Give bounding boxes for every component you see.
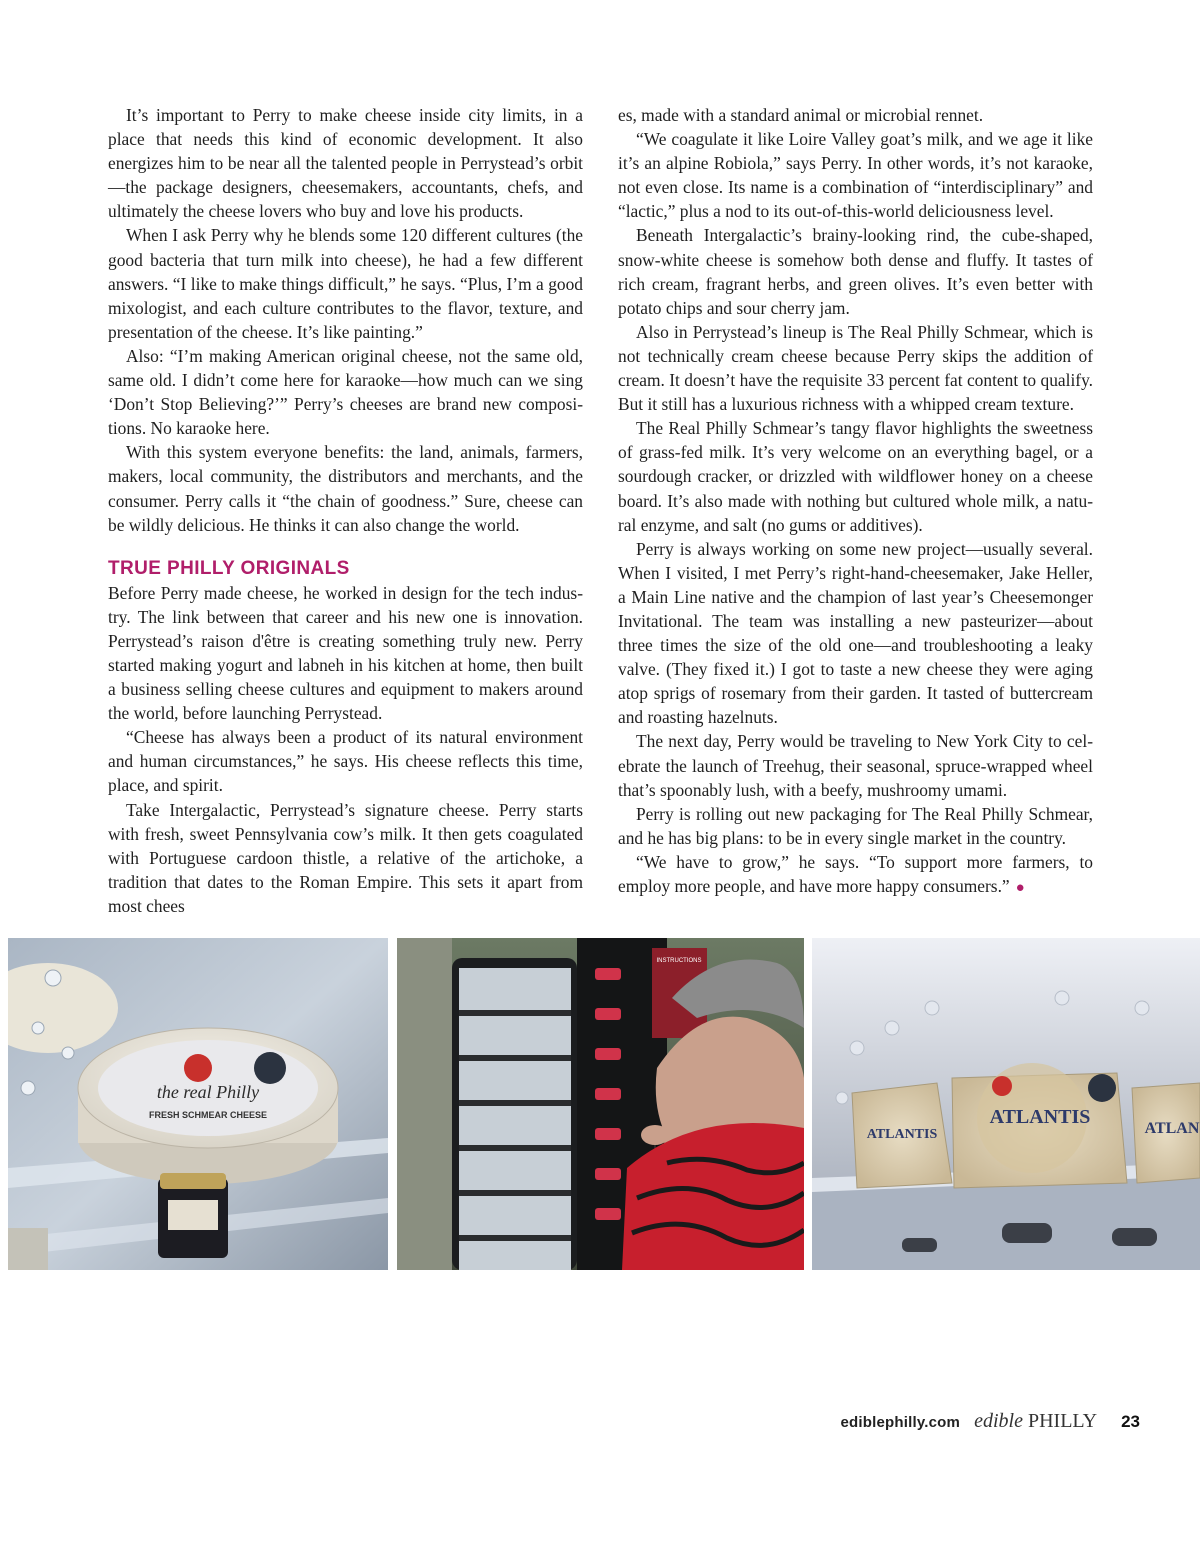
page-number: 23 — [1121, 1412, 1140, 1431]
footer-mag-edible: edible — [974, 1410, 1023, 1432]
body-paragraph: Take Intergalactic, Perrystead’s signature cheese. Perry starts with fresh, sweet Pennsylvania cow’s milk. It then gets coagulated with Portuguese cardoon thistle, a relative of the artichoke, a tradition that dates to the Roman Empire. This sets it apart from most chees — [108, 799, 583, 916]
body-paragraph: With this system everyone benefits: the land, animals, farmers, makers, local community, the distributors and merchants, and the consumer. Perry calls it “the chain of goodness.” Sure, cheese can be wildly delicious. He thinks it can also change the world. — [108, 442, 583, 535]
body-paragraph: “We coagulate it like Loire Valley goat’s milk, and we age it like it’s an alpine Robiola,” says Perry. In other words, it’s not karaoke, not even close. Its name is a combination of “interdisciplinary” and “lactic,” plus a nod to its out-of-this-world deliciousness level. — [618, 129, 1093, 222]
body-paragraph: Beneath Intergalactic’s brainy-looking rind, the cube-shaped, snow-white cheese is somehow both dense and fluffy. It tastes of rich cream, fragrant herbs, and green olives. It’s even better with potato chips and sour cherry jam. — [618, 225, 1093, 318]
right-column — [618, 103, 1093, 900]
body-paragraph: The next day, Perry would be traveling to New York City to celebrate the launch of Treehug, their seasonal, spruce-wrapped wheel that’s spoonably lush, with a beefy, mushroomy umami. — [618, 731, 1093, 800]
body-paragraph: Also: “I’m making American original cheese, not the same old, same old. I didn’t come here for karaoke—how much can we sing ‘Don’t Stop Believing?’” Perry’s cheeses are brand new compositions. No karaoke here. — [108, 345, 583, 439]
footer-site-url: ediblephilly.com — [840, 1414, 961, 1431]
final-paragraph — [618, 850, 1093, 900]
body-paragraph: The Real Philly Schmear’s tangy flavor highlights the sweetness of grass-fed milk. It’s very welcome on an everything bagel, or a sourdough cracker, or drizzled with wildflower honey on a cheese board. It’s also made with nothing but cultured whole milk, a natural enzyme, and salt (no gums or additives). — [618, 418, 1093, 535]
body-paragraph: Perry is always working on some new project—usually several. When I visited, I met Perry’s right-hand-cheesemaker, Jake Heller, a Main Line native and the champion of last year’s Cheesemonger Invitational. The team was installing a new pasteurizer—about three times the size of the old one—and troubleshooting a leaky valve. (They fixed it.) I got to taste a new cheese they were aging atop sprigs of rosemary from their garden. It tasted of buttercream and roasting hazelnuts. — [618, 538, 1093, 728]
section-heading: TRUE PHILLY ORIGINALS — [108, 557, 350, 579]
body-paragraph: Before Perry made cheese, he worked in design for the tech industry. The link between that career and his new one is innovation. Perrystead’s raison d'être is creating something truly new. Perry started making yogurt and labneh in his kitchen at home, then built a business selling cheese cultures and equipment to makers around the world, before launching Perrystead. — [108, 582, 583, 724]
page-footer — [840, 1410, 1140, 1440]
body-paragraph: “Cheese has always been a product of its natural environment and human circumstances,” he says. His cheese reflects this time, place, and spirit. — [108, 727, 583, 796]
cheese-label-2: ATLANTIS — [989, 1106, 1091, 1128]
left-column — [108, 103, 583, 918]
photo-schmear-tub — [8, 938, 388, 1270]
body-paragraph: Also in Perrystead’s lineup is The Real Philly Schmear, which is not technically cream cheese because Perry skips the addition of cream. It doesn’t have the requisite 33 percent fat content to qualify. But it still has a luxurious richness with a whipped cream texture. — [618, 321, 1093, 415]
body-paragraph: es, made with a standard animal or microbial rennet. — [618, 105, 984, 125]
body-paragraph: When I ask Perry why he blends some 120 different cultures (the good bacteria that turn milk into cheese), he had a few different answers. “I like to make things difficult,” he says. “Plus, I’m a good mixologist, and each culture contributes to the flavor, texture, and presentation of the cheese. It’s like painting.” — [108, 225, 583, 342]
cheese-label-3: ATLAN — [1144, 1120, 1200, 1137]
body-paragraph: It’s important to Perry to make cheese inside city limits, in a place that needs this kind of economic development. It also energizes him to be near all the talented people in Perrystead’s orbit—the package designers, cheesemakers, accountants, chefs, and ultimately the cheese lovers who buy and love his products. — [108, 105, 583, 222]
vending-panel-title: INSTRUCTIONS — [656, 958, 702, 964]
final-paragraph-text: “We have to grow,” he says. “To support more farmers, to employ more people, and have more happy consumers.” — [618, 851, 1093, 896]
footer-magazine-name — [974, 1410, 1097, 1433]
photo-atlantis-cheeses — [812, 938, 1200, 1270]
photo-vending-machine — [397, 938, 804, 1270]
tub-label-text: FRESH SCHMEAR CHEESE — [148, 1110, 268, 1120]
body-paragraph: Perry is rolling out new packaging for The Real Philly Schmear, and he has big plans: to be in every single market in the country. — [618, 803, 1093, 848]
end-mark: ● — [1015, 880, 1025, 896]
footer-mag-philly: PHILLY — [1027, 1410, 1098, 1432]
tub-brand-text: the real Philly — [156, 1082, 260, 1102]
cheese-label-1: ATLANTIS — [866, 1127, 938, 1142]
